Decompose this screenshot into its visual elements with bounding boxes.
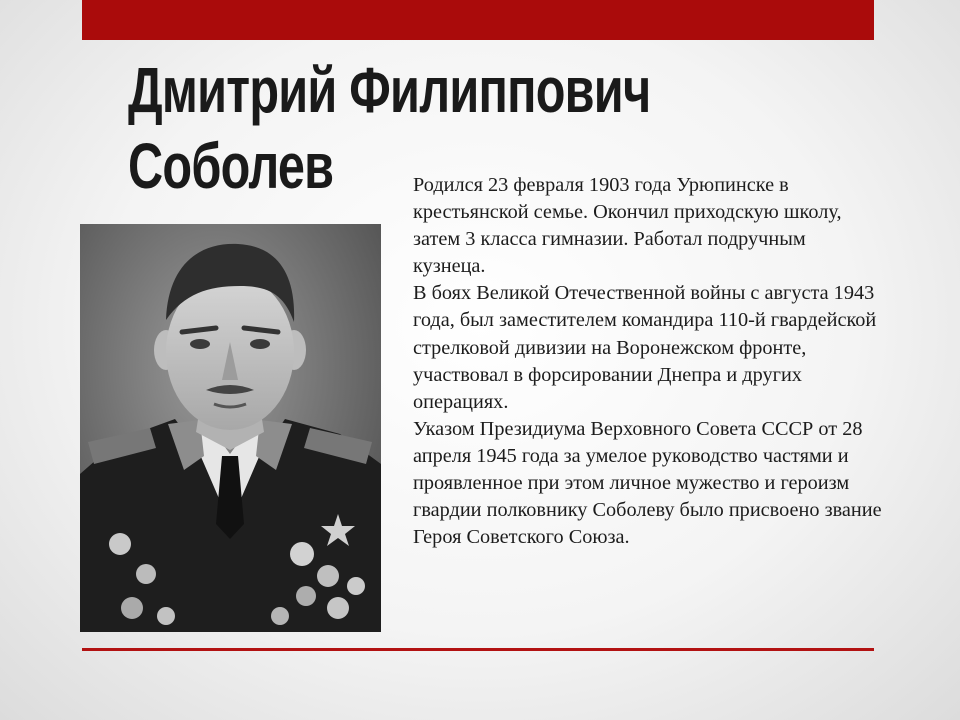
title-line-name: Дмитрий Филиппович: [128, 54, 651, 126]
portrait-illustration: [80, 224, 381, 632]
portrait-photo: [80, 224, 381, 632]
bio-paragraph-war-service: В боях Великой Отечественной войны с августа 1943 года, был заместителем командира 110-й гвардейской стрелковой дивизии на Воронежском фронте, участвовал в форсировании Днепра и других операциях.: [413, 282, 877, 413]
biography-text: [413, 172, 883, 551]
title-line-surname: Соболев: [128, 130, 334, 202]
bio-paragraph-early-life: Родился 23 февраля 1903 года Урюпинске в крестьянской семье. Окончил приходскую школу, затем 3 класса гимназии. Работал подручным кузнеца.: [413, 174, 842, 278]
bio-paragraph-award: Указом Президиума Верховного Совета СССР от 28 апреля 1945 года за умелое руководство частями и проявленное при этом личное мужество и героизм гвардии полковнику Соболеву было присвоено звание Героя Советского Союза.: [413, 417, 882, 549]
top-accent-bar: [82, 0, 874, 40]
bottom-divider: [82, 648, 874, 651]
